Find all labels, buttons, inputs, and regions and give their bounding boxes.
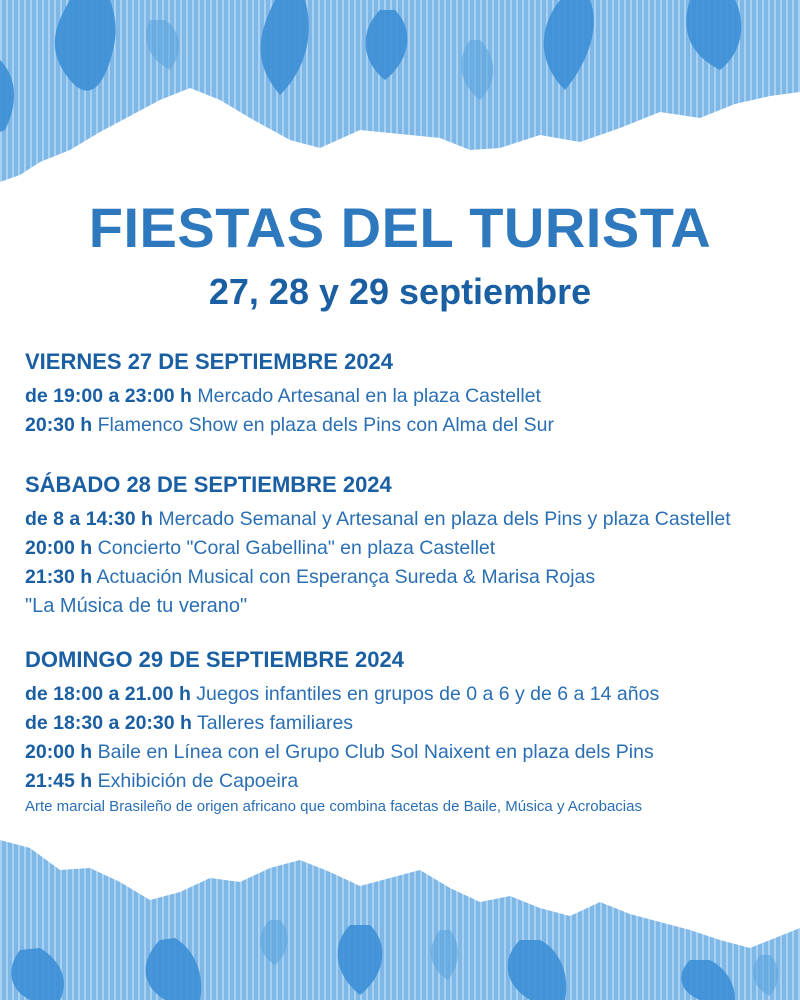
event-description: Juegos infantiles en grupos de 0 a 6 y de 6 a 14 años	[190, 683, 660, 705]
event-time: 21:30 h	[25, 566, 93, 588]
event-time: de 8 a 14:30 h	[25, 508, 153, 530]
day-heading: VIERNES 27 DE SEPTIEMBRE 2024	[25, 349, 394, 374]
bottom-ikat-pattern-band	[0, 830, 800, 1000]
event-time: 20:00 h	[25, 741, 93, 763]
event-item	[25, 767, 785, 796]
event-description: Exhibición de Capoeira	[92, 770, 299, 792]
event-description: Concierto "Coral Gabellina" en plaza Castellet	[92, 537, 496, 559]
top-ikat-pattern-band	[0, 0, 800, 200]
day-heading: SÁBADO 28 DE SEPTIEMBRE 2024	[25, 472, 392, 497]
day-section-friday	[25, 348, 785, 440]
day-section-sunday	[25, 646, 785, 818]
event-item	[25, 382, 785, 411]
event-item	[25, 709, 785, 738]
poster-dates: 27, 28 y 29 septiembre	[208, 271, 592, 312]
event-description: Flamenco Show en plaza dels Pins con Alma del Sur	[92, 414, 554, 436]
event-time: 20:30 h	[25, 414, 93, 436]
poster-title: FIESTAS DEL TURISTA	[88, 196, 712, 259]
event-time: de 18:00 a 21.00 h	[25, 683, 191, 705]
event-item	[25, 411, 785, 440]
event-time: de 18:30 a 20:30 h	[25, 712, 192, 734]
event-description: Actuación Musical con Esperança Sureda & Marisa Rojas	[92, 566, 596, 588]
event-time: 21:45 h	[25, 770, 93, 792]
event-note: Arte marcial Brasileño de origen africano que combina facetas de Baile, Música y Acrobacias	[25, 798, 642, 815]
event-item	[25, 505, 785, 534]
day-heading: DOMINGO 29 DE SEPTIEMBRE 2024	[25, 647, 404, 672]
event-item	[25, 563, 785, 592]
event-time: de 19:00 a 23:00 h	[25, 385, 192, 407]
event-description: Talleres familiares	[191, 712, 354, 734]
event-time: 20:00 h	[25, 537, 93, 559]
day-section-saturday	[25, 471, 785, 621]
event-item	[25, 534, 785, 563]
event-description: Baile en Línea con el Grupo Club Sol Naixent en plaza dels Pins	[92, 741, 654, 763]
event-description: Mercado Semanal y Artesanal en plaza dels Pins y plaza Castellet	[152, 508, 731, 530]
event-note: "La Música de tu verano"	[25, 595, 248, 617]
event-item	[25, 738, 785, 767]
event-description: Mercado Artesanal en la plaza Castellet	[191, 385, 541, 407]
event-item	[25, 680, 785, 709]
